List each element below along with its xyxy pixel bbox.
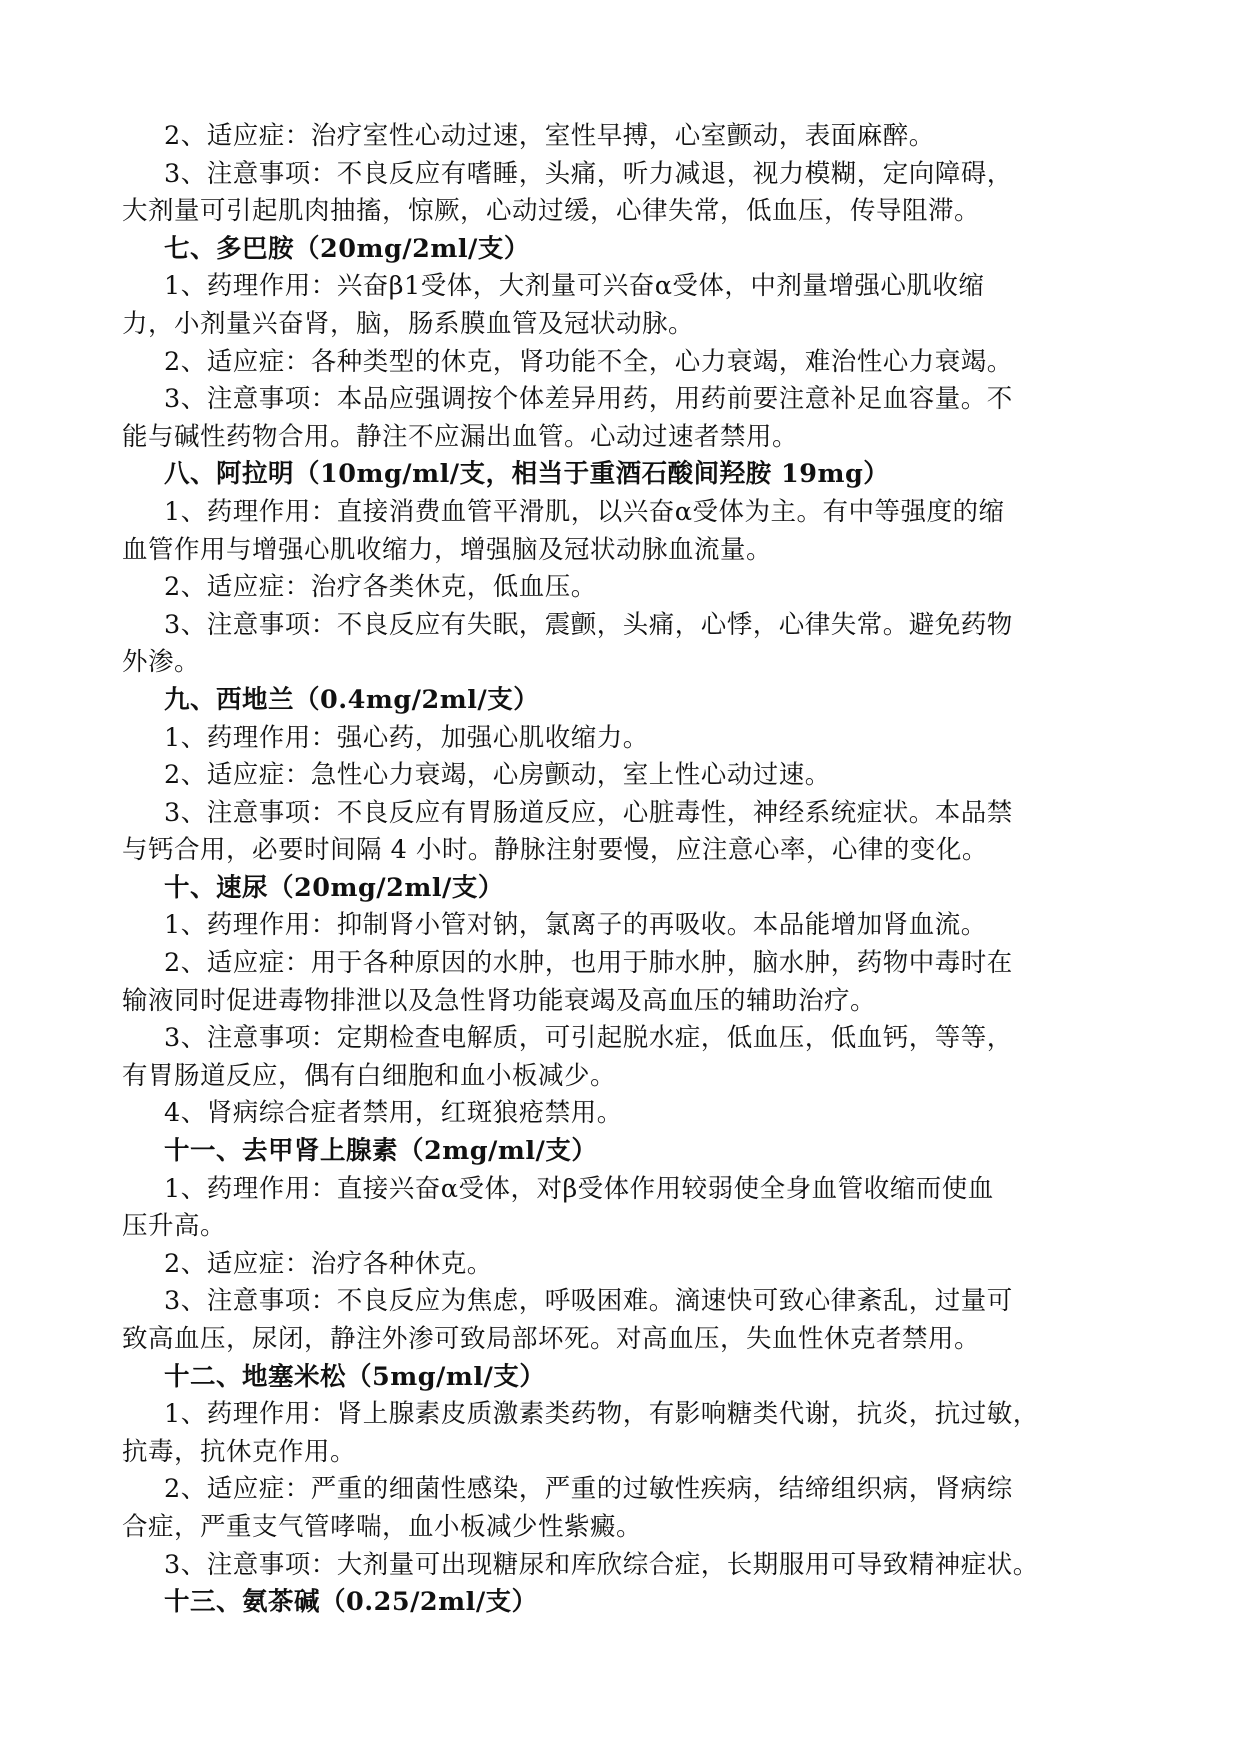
section-heading: 七、多巴胺（20mg/2ml/支） — [164, 233, 530, 264]
section-heading: 八、阿拉明（10mg/ml/支，相当于重酒石酸间羟胺 19mg） — [164, 459, 890, 490]
section-heading: 十三、氨茶碱（0.25/2ml/支） — [164, 1587, 538, 1618]
paragraph: 3、注意事项：不良反应有嗜睡，头痛，听力减退，视力模糊，定向障碍， — [164, 158, 1013, 189]
paragraph: 1、药理作用：抑制肾小管对钠，氯离子的再吸收。本品能增加肾血流。 — [164, 910, 987, 941]
paragraph: 3、注意事项：本品应强调按个体差异用药，用药前要注意补足血容量。不 — [164, 384, 1013, 415]
paragraph-continuation: 大剂量可引起肌肉抽搐，惊厥，心动过缓，心律失常，低血压，传导阻滞。 — [122, 196, 981, 227]
paragraph-continuation: 有胃肠道反应，偶有白细胞和血小板减少。 — [122, 1060, 617, 1091]
paragraph: 1、药理作用：直接消费血管平滑肌，以兴奋α受体为主。有中等强度的缩 — [164, 496, 1005, 527]
document-body — [122, 118, 1122, 1622]
paragraph: 1、药理作用：兴奋β1受体，大剂量可兴奋α受体，中剂量增强心肌收缩 — [164, 271, 985, 302]
section-heading: 九、西地兰（0.4mg/2ml/支） — [164, 684, 540, 715]
paragraph: 3、注意事项：不良反应有失眠，震颤，头痛，心悸，心律失常。避免药物 — [164, 609, 1013, 640]
paragraph-continuation: 与钙合用，必要时间隔 4 小时。静脉注射要慢，应注意心率，心律的变化。 — [122, 835, 988, 866]
paragraph: 2、适应症：用于各种原因的水肿，也用于肺水肿，脑水肿，药物中毒时在 — [164, 948, 1013, 979]
paragraph: 3、注意事项：大剂量可出现糖尿和库欣综合症，长期服用可导致精神症状。 — [164, 1549, 1039, 1580]
paragraph-continuation: 抗毒，抗休克作用。 — [122, 1436, 357, 1467]
paragraph: 3、注意事项：定期检查电解质，可引起脱水症，低血压，低血钙，等等， — [164, 1023, 1013, 1054]
paragraph: 3、注意事项：不良反应为焦虑，呼吸困难。滴速快可致心律紊乱，过量可 — [164, 1286, 1013, 1317]
paragraph-continuation: 力，小剂量兴奋肾，脑，肠系膜血管及冠状动脉。 — [122, 308, 695, 339]
paragraph-continuation: 能与碱性药物合用。静注不应漏出血管。心动过速者禁用。 — [122, 421, 799, 452]
paragraph: 2、适应症：急性心力衰竭，心房颤动，室上性心动过速。 — [164, 760, 831, 791]
paragraph-continuation: 合症，严重支气管哮喘，血小板减少性紫癜。 — [122, 1511, 643, 1542]
section-heading: 十、速尿（20mg/2ml/支） — [164, 872, 504, 903]
paragraph: 2、适应症：治疗室性心动过速，室性早搏，心室颤动，表面麻醉。 — [164, 121, 935, 151]
paragraph: 1、药理作用：强心药，加强心肌收缩力。 — [164, 722, 649, 753]
paragraph-continuation: 血管作用与增强心肌收缩力，增强脑及冠状动脉血流量。 — [122, 534, 773, 565]
paragraph: 3、注意事项：不良反应有胃肠道反应，心脏毒性，神经系统症状。本品禁 — [164, 797, 1013, 828]
paragraph-continuation: 输液同时促进毒物排泄以及急性肾功能衰竭及高血压的辅助治疗。 — [122, 985, 877, 1016]
paragraph: 2、适应症：治疗各种休克。 — [164, 1248, 493, 1279]
paragraph: 4、肾病综合症者禁用，红斑狼疮禁用。 — [164, 1098, 623, 1129]
paragraph: 2、适应症：严重的细菌性感染，严重的过敏性疾病，结缔组织病，肾病综 — [164, 1474, 1013, 1505]
paragraph-continuation: 压升高。 — [122, 1211, 227, 1242]
paragraph-continuation: 外渗。 — [122, 647, 201, 678]
paragraph-continuation: 致高血压，尿闭，静注外渗可致局部坏死。对高血压，失血性休克者禁用。 — [122, 1324, 981, 1354]
paragraph: 1、药理作用：直接兴奋α受体，对β受体作用较弱使全身血管收缩而使血 — [164, 1173, 994, 1204]
section-heading: 十二、地塞米松（5mg/ml/支） — [164, 1361, 546, 1392]
paragraph: 2、适应症：各种类型的休克，肾功能不全，心力衰竭，难治性心力衰竭。 — [164, 346, 1013, 377]
paragraph: 1、药理作用：肾上腺素皮质激素类药物，有影响糖类代谢，抗炎，抗过敏， — [164, 1399, 1039, 1430]
paragraph: 2、适应症：治疗各类休克，低血压。 — [164, 572, 597, 603]
section-heading: 十一、去甲肾上腺素（2mg/ml/支） — [164, 1136, 598, 1167]
